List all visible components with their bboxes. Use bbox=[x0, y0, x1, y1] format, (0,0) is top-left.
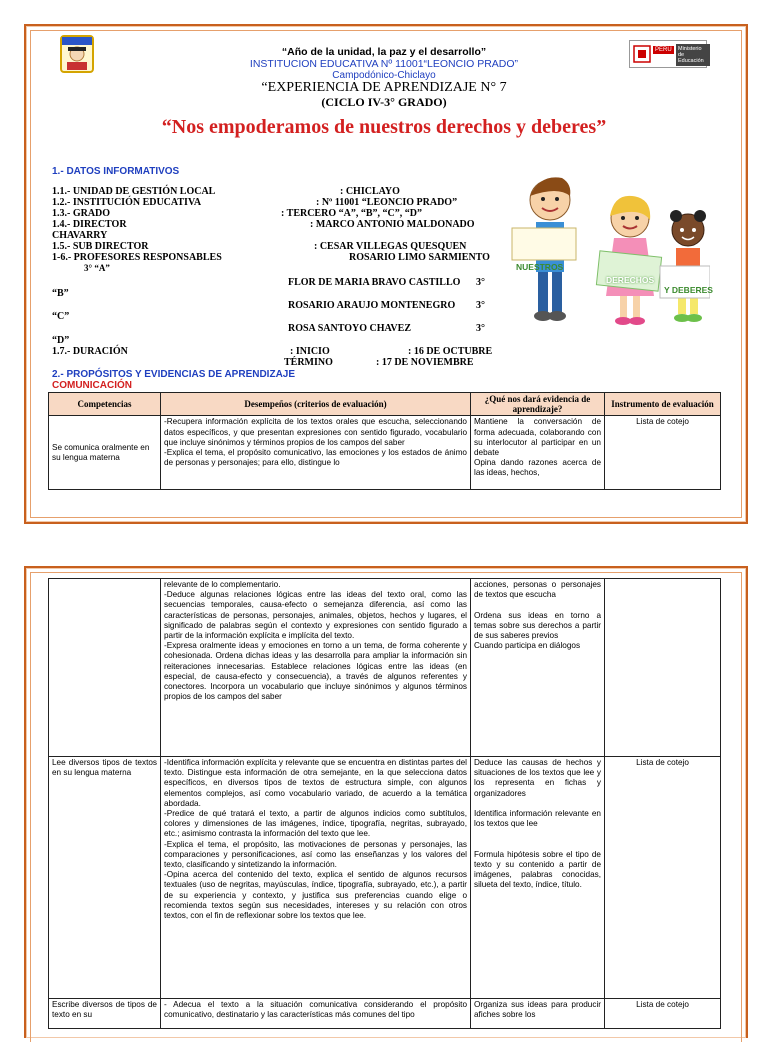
competence-cell: Escribe diversos de tipos de texto en su bbox=[49, 999, 161, 1029]
info-value-teacher-a: ROSARIO LIMO SARMIENTO bbox=[349, 252, 490, 263]
start-value: : 16 DE OCTUBRE bbox=[408, 346, 493, 357]
page-1 bbox=[24, 24, 748, 524]
info-value-institution: : Nº 11001 “LEONCIO PRADO” bbox=[316, 197, 458, 208]
performance-cell: relevante de lo complementario. -Deduce algunas relaciones lógicas entre las ideas del texto oral, como las secuencias temporales, causa-efecto o semejanza diferencia, así como las características de personas, personajes, animales, objetos, hechos y lugares, el significado de palabras según el contexto y expresiones con sentido figurado a partir de la información explícita e implícita del texto. -Expresa oralmente ideas y emociones en torno a un tema, de forma coherente y cohesionada. Ordena dichas ideas y las desarrolla para ampliar la información sin reiteraciones innecesarias. Establece relaciones lógicas entre las ideas (en especial, de causa-efecto y consecuencia), a través de algunos referentes y conectores. Incorpora un vocabulario que incluye sinónimos y algunos términos propios de los campos del saber bbox=[161, 579, 471, 757]
performance-cell: -Recupera información explícita de los textos orales que escucha, seleccionando datos específicos, y que presentan expresiones con sentido figurado, vocabulario que incluye sinónimos y términos propios de los campos del saber -Explica el tema, el propósito comunicativo, las emociones y los estados de ánimo de personas y personajes; para ello, distingue lo bbox=[161, 416, 471, 490]
info-director-surname: CHAVARRY bbox=[52, 230, 108, 241]
teacher-name-d: ROSA SANTOYO CHAVEZ bbox=[288, 323, 411, 334]
info-value-subdirector: : CESAR VILLEGAS QUESQUEN bbox=[314, 241, 467, 252]
teacher-prefix-c: “C” bbox=[52, 311, 70, 322]
duration-label: 1.7.- DURACIÓN bbox=[52, 346, 128, 357]
institution-name: INSTITUCION EDUCATIVA Nº 11001“LEONCIO PRADO” bbox=[249, 58, 519, 70]
sign-nuestros: NUESTROS bbox=[516, 262, 564, 272]
info-value-director: : MARCO ANTONIO MALDONADO bbox=[310, 219, 475, 230]
teacher-grade-c: 3° bbox=[476, 300, 485, 311]
info-label-grade: 1.3.- GRADO bbox=[52, 208, 111, 219]
teacher-name-c: ROSARIO ARAUJO MONTENEGRO bbox=[288, 300, 456, 311]
ministry-peru-label: PERÚ bbox=[655, 47, 672, 53]
competence-cell bbox=[49, 579, 161, 757]
purposes-table-page-1 bbox=[48, 392, 721, 490]
competence-cell: Lee diversos tipos de textos en su lengua materna bbox=[49, 757, 161, 999]
children-with-signs-icon bbox=[510, 166, 710, 334]
section-2-subheading: COMUNICACIÓN bbox=[52, 380, 132, 391]
info-label-ugel: 1.1.- UNIDAD DE GESTIÓN LOCAL bbox=[52, 186, 216, 197]
ministry-name-label: Ministerio de Educación bbox=[676, 44, 710, 66]
column-header-evidencia: ¿Qué nos dará evidencia de aprendizaje? bbox=[471, 393, 605, 416]
info-label-director: 1.4.- DIRECTOR bbox=[52, 219, 127, 230]
children-illustration bbox=[510, 166, 713, 334]
institution-location: Campodónico-Chiclayo bbox=[332, 70, 436, 81]
teacher-prefix-d: “D” bbox=[52, 335, 70, 346]
competence-cell: Se comunica oralmente en su lengua materna bbox=[49, 416, 161, 490]
column-header-desempenos: Desempeños (criterios de evaluación) bbox=[161, 393, 471, 416]
page-2 bbox=[24, 566, 748, 1038]
start-label: : INICIO bbox=[290, 346, 330, 357]
table-row bbox=[49, 757, 721, 999]
table-row bbox=[49, 579, 721, 757]
info-label-teachers: 1-6.- PROFESORES RESPONSABLES bbox=[52, 252, 222, 263]
instrument-cell: Lista de cotejo bbox=[605, 416, 721, 490]
table-row bbox=[49, 999, 721, 1029]
column-header-competencias: Competencias bbox=[49, 393, 161, 416]
teacher-prefix-a: 3° “A” bbox=[84, 263, 110, 273]
instrument-cell bbox=[605, 579, 721, 757]
sign-y-deberes: Y DEBERES bbox=[664, 285, 713, 295]
evidence-cell: Mantiene la conversación de forma adecuada, colaborando con su interlocutor al participar en un debate Opina dando razones acerca de las ideas, hechos, bbox=[471, 416, 605, 490]
teacher-prefix-b: “B” bbox=[52, 288, 69, 299]
table-header-row bbox=[49, 393, 721, 416]
teacher-grade-d: 3° bbox=[476, 323, 485, 334]
sign-derechos: DERECHOS bbox=[606, 275, 655, 285]
experience-title: “EXPERIENCIA DE APRENDIZAJE N° 7 bbox=[261, 80, 507, 95]
section-1-heading: 1.- DATOS INFORMATIVOS bbox=[52, 166, 180, 177]
main-title: “Nos empoderamos de nuestros derechos y deberes” bbox=[161, 116, 607, 138]
end-label: TÉRMINO bbox=[284, 357, 333, 368]
performance-cell: -Identifica información explícita y relevante que se encuentra en distintas partes del texto. Distingue esta información de otra semejante, en la que selecciona datos específicos, en diversos tipos de textos de estructura simple, con algunos elementos complejos, así como vocabulario variado, de acuerdo a la temática abordada. -Predice de qué tratará el texto, a partir de algunos indicios como subtítulos, colores y dimensiones de las imágenes, índice, tipografía, negritas, subrayado, etc.; asimismo contrasta la información del texto que lee. -Explica el tema, el propósito, las motivaciones de personas y personajes, las comparaciones y personificaciones, así como las enseñanzas y los valores del texto, clasificando y sintetizando la información. -Opina acerca del contenido del texto, explica el sentido de algunos recursos textuales (uso de negritas, mayúsculas, índice, tipografía, subrayado, etc.), a partir de su experiencia y contexto, y justifica sus preferencias cuando elige o recomienda textos según sus necesidades, intereses y su relación con otros textos, con el fin de reflexionar sobre los textos que lee. bbox=[161, 757, 471, 999]
cycle-label: (CICLO IV-3° GRADO) bbox=[321, 95, 447, 109]
evidence-cell: Deduce las causas de hechos y situaciones de los textos que lee y los representa en fichas y organizadores Identifica información relevante en los textos que lee Formula hipótesis sobre el tipo de texto y su contenido a partir de imágenes, palabras conocidas, silueta del texto, índice, título. bbox=[471, 757, 605, 999]
teacher-grade-b: 3° bbox=[476, 277, 485, 288]
teacher-name-b: FLOR DE MARIA BRAVO CASTILLO bbox=[288, 277, 461, 288]
instrument-cell: Lista de cotejo bbox=[605, 757, 721, 999]
purposes-table-page-2 bbox=[48, 578, 721, 1029]
column-header-instrumento: Instrumento de evaluación bbox=[605, 393, 721, 416]
year-motto: “Año de la unidad, la paz y el desarrollo” bbox=[281, 46, 487, 58]
evidence-cell: Organiza sus ideas para producir afiches sobre los bbox=[471, 999, 605, 1029]
info-value-grade: : TERCERO “A”, “B”, “C”, “D” bbox=[281, 208, 422, 219]
evidence-cell: acciones, personas o personajes de textos que escucha Ordena sus ideas en torno a temas sobre sus derechos a partir de sus saberes previos Cuando participa en diálogos bbox=[471, 579, 605, 757]
table-row bbox=[49, 416, 721, 490]
end-value: : 17 DE NOVIEMBRE bbox=[376, 357, 474, 368]
info-value-ugel: : CHICLAYO bbox=[340, 186, 400, 197]
info-label-subdirector: 1.5.- SUB DIRECTOR bbox=[52, 241, 149, 252]
info-label-institution: 1.2.- INSTITUCIÓN EDUCATIVA bbox=[52, 197, 202, 208]
section-2-heading: 2.- PROPÓSITOS Y EVIDENCIAS DE APRENDIZAJE bbox=[52, 369, 296, 380]
instrument-cell: Lista de cotejo bbox=[605, 999, 721, 1029]
performance-cell: - Adecua el texto a la situación comunicativa considerando el propósito comunicativo, destinatario y las características más comunes del tipo bbox=[161, 999, 471, 1029]
